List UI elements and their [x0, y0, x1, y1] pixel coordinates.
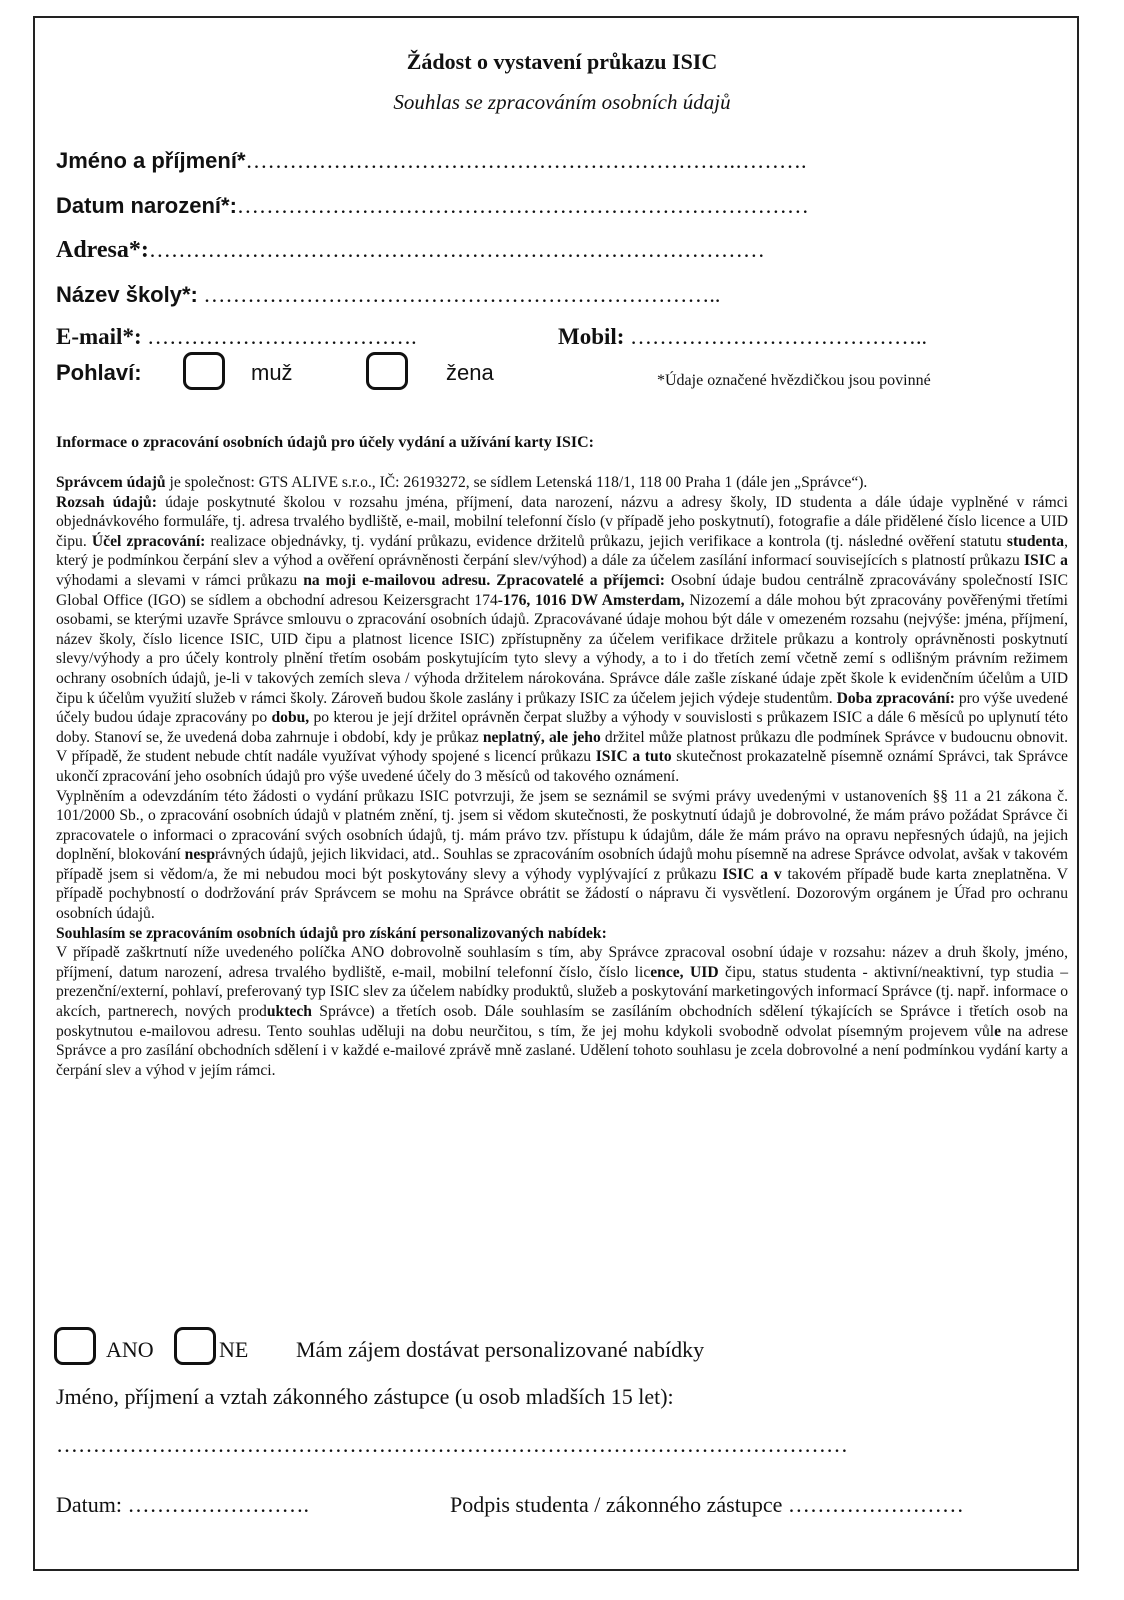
name-dots[interactable]: ………………………………………………………….……….: [245, 148, 807, 173]
purpose-text: realizace objednávky, tj. vydání průkazu, evidence držitelů průkazu, jejich verifikace a kontrola (tj. následné ověření statutu: [205, 532, 1007, 550]
offers-yes-checkbox[interactable]: [54, 1327, 96, 1365]
e-bold: e: [994, 1022, 1002, 1040]
date-dots[interactable]: …………………….: [127, 1492, 309, 1517]
scope-bold: Rozsah údajů:: [56, 493, 157, 511]
marketing-heading-bold: Souhlasím se zpracováním osobních údajů pro získání personalizovaných nabídek:: [56, 924, 607, 942]
scope-paragraph: [56, 493, 1068, 787]
duration-text-4: skutečnost prokazatelně písemně oznámí Správci, tak Správce ukončí zpracování jeho osobních údajů pro výše uvedené účely do 3 měsíců od takového oznámení.: [56, 748, 1068, 785]
invalid-bold: neplatný, ale jeho: [482, 728, 601, 746]
school-field[interactable]: [56, 282, 720, 308]
address-label: Adresa*:: [56, 237, 149, 263]
school-dots[interactable]: ……………………………………………………………..: [203, 282, 721, 307]
purpose-text-3: výhodami a slevami v rámci průkazu: [56, 571, 304, 589]
marketing-paragraph: [56, 943, 1068, 1080]
email-bold: na moji e-mailovou adresu.: [303, 571, 491, 589]
signature-row: [56, 1492, 1056, 1518]
birth-date-label: Datum narození*:: [56, 193, 237, 218]
rights-text: Vyplněním a odevzdáním této žádosti o vydání průkazu ISIC potvrzuji, že jsem se seznámil se svými právy uvedenými v ustanoveních §§ 11 a 21 zákona č. 101/2000 Sb., o zpracování osobních údajů v platném znění, tj. jsem si vědom skutečnosti, že poskytnutí údajů je dobrovolné, že mám právo požádat Správce či zpracovatele o informaci o zpracování svých osobních údajů, tj. mám právo tzv. přístupu k údajům, dále že mám právo na opravu nepřesných údajů, na jejich doplnění, blokování: [56, 787, 1068, 864]
controller-bold: Správcem údajů: [56, 474, 166, 491]
nespr-bold: nesp: [184, 846, 216, 864]
rights-text-2: rávných údajů, jejich likvidaci, atd.. Souhlas se zpracováním osobních údajů mohu písemně na adrese Správce odvolat, avšak v takovém případě jsem si vědom/a, že mi nebudou moci být poskytovány slevy a výhody vyplývající z průkazu: [56, 846, 1068, 883]
female-label: žena: [446, 360, 494, 385]
document-title: Žádost o vystavení průkazu ISIC: [406, 49, 718, 74]
duration-text: pro výše uvedené účely budou údaje zpracovány po: [56, 689, 1068, 727]
male-label: muž: [251, 360, 293, 385]
email-field[interactable]: [56, 324, 417, 350]
marketing-text: V případě zaškrtnutí níže uvedeného políčka ANO dobrovolně souhlasím s tím, aby Správce zpracoval osobní údaje v rozsahu: název a druh školy, jméno, příjmení, datum narození, adresa trvalého bydliště, e-mail, mobilní telefonní číslo, číslo lic: [56, 944, 1068, 981]
address-field[interactable]: [56, 237, 765, 264]
marketing-text-4: na adrese Správce a pro zasílání obchodních sdělení i v každé e-mailové zprávě mně zaslané. Udělení tohoto souhlasu je zcela dobrovolné a není podmínkou vydání karty a čerpání slev a výhod v jejím rámci.: [56, 1022, 1068, 1079]
processors-bold: Zpracovatelé a příjemci:: [490, 571, 665, 589]
isic-bold: ISIC a: [1023, 552, 1068, 570]
marketing-heading: [56, 924, 1068, 944]
student-bold: studenta: [1006, 532, 1065, 550]
controller-paragraph: [56, 473, 1068, 493]
signature-dots[interactable]: ……………………: [787, 1492, 964, 1517]
name-label: Jméno a příjmení*: [56, 148, 246, 173]
offers-text: Mám zájem dostávat personalizované nabídky: [296, 1337, 705, 1362]
gender-label: Pohlaví:: [56, 360, 142, 385]
info-heading: Informace o zpracování osobních údajů pro účely vydání a užívání karty ISIC:: [56, 434, 594, 451]
uid-bold: ence, UID: [650, 963, 719, 981]
date-label: Datum:: [56, 1492, 128, 1517]
female-checkbox[interactable]: [366, 352, 408, 390]
signature-field: [450, 1492, 964, 1518]
controller-text: je společnost: GTS ALIVE s.r.o., IČ: 26193272, se sídlem Letenská 118/1, 118 00 Praha 1 (dále jen „Správce“).: [165, 474, 868, 491]
address-dots[interactable]: …………………………………………………………………………: [148, 237, 765, 262]
male-checkbox[interactable]: [183, 352, 225, 390]
document-subtitle: Souhlas se zpracováním osobních údajů: [393, 90, 731, 114]
offers-no-label: NE: [219, 1337, 249, 1362]
offers-no-checkbox[interactable]: [174, 1327, 216, 1365]
rights-paragraph: [56, 787, 1068, 924]
duration-text-3: držitel může platnost průkazu dle podmínek Správce v budoucnu obnovit. V případě, že student nebude chtít nadále využívat výhody spojené s licencí průkazu: [56, 728, 1069, 766]
email-dots[interactable]: ……………………………….: [147, 324, 417, 349]
purpose-text-2: , který je podmínkou čerpání slev a výhod a ověření oprávněnosti čerpání slev/výhod) a dále za účelem zasílání informací souvisejících s platností průkazu: [56, 532, 1068, 570]
marketing-text-2: čipu, status studenta - aktivní/neaktivní, typ studia – prezenční/externí, pohlaví, preferovaný typ ISIC slev za účelem nabídky produktů, služeb a poskytování marketingových informací Správce (tj. např. informace o akcích, partnerech, nových prod: [56, 963, 1068, 1021]
mobile-field[interactable]: [558, 324, 927, 350]
isic-av-bold: ISIC a v: [722, 865, 782, 883]
required-note: *Údaje označené hvězdičkou jsou povinné: [657, 372, 931, 389]
purpose-bold: Účel zpracování:: [91, 532, 206, 550]
signature-label: Podpis studenta / zákonného zástupce: [450, 1492, 788, 1517]
uktech-bold: uktech: [266, 1003, 312, 1021]
offers-yes-label: ANO: [106, 1337, 154, 1362]
birth-date-dots[interactable]: ……………………………………………………………………: [236, 193, 809, 218]
dobu-bold: dobu,: [271, 709, 310, 727]
guardian-label: Jméno, příjmení a vztah zákonného zástupce (u osob mladších 15 let):: [56, 1384, 674, 1409]
guardian-dots[interactable]: ………………………………………………………………………………………………: [56, 1432, 848, 1457]
rights-text-3: takovém případě bude karta zneplatněna. V případě pochybností o dodržování práv Správcem se mohu na Správce obrátit se žádostí o nápravu či vysvětlení. Dozorovým orgánem je Úřad pro ochranu osobních údajů.: [56, 865, 1068, 923]
gender-field: [56, 360, 142, 386]
duration-text-2: po kterou je její držitel oprávněn čerpat služby a výhody v souvislosti s průkazem ISIC a dále 6 měsíců po uplynutí této doby. Stanoví se, že uvedená doba zahrnuje i období, kdy je průkaz: [56, 709, 1068, 746]
offers-consent-row: [0, 1327, 1124, 1377]
amsterdam-bold: -176, 1016 DW Amsterdam,: [497, 591, 685, 609]
marketing-text-3: Správce) a třetích osob. Dále souhlasím se zasíláním obchodních sdělení týkajících se Správce i třetích osob na poskytnutou e-mailovou adresu. Tento souhlas uděluji na dobu neurčitou, s tím, že jej mohu kdykoli svobodně odvolat písemným projevem vůl: [56, 1003, 1068, 1040]
consent-text: [56, 473, 1068, 1080]
name-field[interactable]: [56, 148, 807, 174]
mobile-dots[interactable]: …………………………………..: [629, 324, 927, 349]
processors-text-2: Nizozemí a dále mohou být zpracovány pověřenými třetími osobami, se kterými uzavře Správce smlouvu o zpracování osobních údajů. Zpracovávané údaje mohou být dále v omezeném rozsahu (nejvýše: jména, příjmení, název školy, číslo licence ISIC, UID čipu a platnost licence ISIC) zpřístupněny za účelem verifikace držitele průkazu a kontroly oprávněnosti poskytnutí slevy/výhody a pro účely kontroly plnění třetím osobám poskytujícím tyto slevy a výhody, a to i do třetích zemí včetně zemí s odlišným právním režimem ochrany osobních údajů, je-li v takových zemích sleva / výhoda držitelem nárokována. Správce dále zašle získané údaje zpět škole k evidenčním účelům a UID čipu k účelům využití služeb v rámci školy. Zároveň budou škole zaslány i průkazy ISIC za účelem jejich výdeje studentům.: [56, 591, 1068, 707]
scope-text: údaje poskytnuté školou v rozsahu jména, příjmení, data narození, názvu a adresy školy, ID studenta a dále údaje vyplněné v rámci objednávkového formuláře, tj. adresa trvalého bydliště, e-mail, mobilní telefonní číslo (v případě jeho poskytnutí), fotografie a dále přidělené číslo licence a UID čipu.: [56, 493, 1068, 550]
mobile-label: Mobil:: [558, 324, 625, 349]
isic-tuto-bold: ISIC a tuto: [595, 748, 672, 766]
processors-text: Osobní údaje budou centrálně zpracovávány společností ISIC Global Office (IGO) se sídlem a obchodní adresou Keizersgracht 174: [56, 571, 1069, 609]
birth-date-field[interactable]: [56, 193, 809, 219]
school-label: Název školy*:: [56, 282, 198, 307]
duration-bold: Doba zpracování:: [836, 689, 955, 707]
email-label: E-mail*:: [56, 324, 142, 349]
